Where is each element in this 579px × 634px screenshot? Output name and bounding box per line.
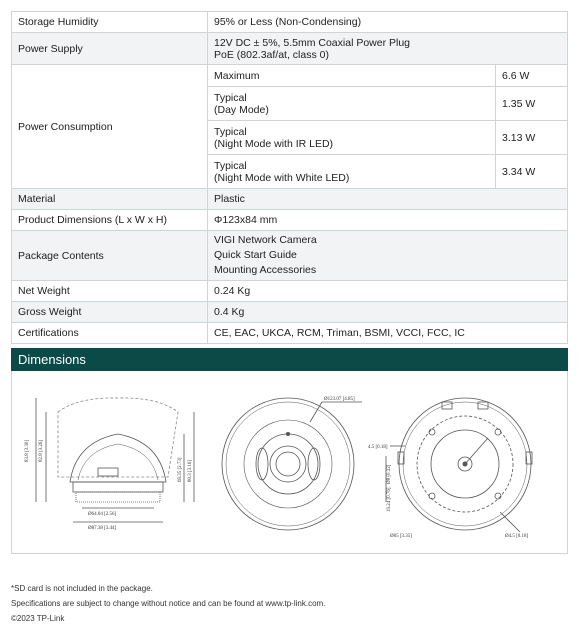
power-mode-day-line-2: (Day Mode)	[214, 103, 269, 116]
power-mode-ir-line-2: (Night Mode with IR LED)	[214, 137, 334, 150]
side-dim-w1: Ø64.04 [2.56]	[88, 512, 117, 517]
side-dim-h2: 82.8 [3.26]	[39, 439, 44, 462]
row-dimensions	[12, 210, 568, 231]
value-power-supply	[208, 33, 568, 65]
footnote-specs-change: Specifications are subject to change without notice and can be found at www.tp-link.com.	[11, 599, 326, 608]
power-mode-white-line-1: Typical	[214, 159, 247, 172]
footer-copyright: ©2023 TP-Link	[11, 614, 65, 623]
row-certifications	[12, 323, 568, 344]
bottom-view-drawing	[370, 372, 565, 547]
power-value-maximum: 6.6 W	[496, 65, 568, 87]
value-dimensions: Φ123x84 mm	[208, 210, 568, 231]
label-certifications: Certifications	[12, 323, 208, 344]
row-material	[12, 189, 568, 210]
dimensions-header: Dimensions	[11, 348, 568, 371]
label-power-supply: Power Supply	[12, 33, 208, 65]
power-value-white: 3.34 W	[496, 155, 568, 189]
front-dim-d1: Ø123.07 [4.85]	[324, 397, 355, 402]
label-storage-humidity: Storage Humidity	[12, 12, 208, 33]
power-mode-day-line-1: Typical	[214, 91, 247, 104]
front-sensor-dot	[286, 432, 290, 436]
label-gross-weight: Gross Weight	[12, 302, 208, 323]
power-value-ir: 3.13 W	[496, 121, 568, 155]
side-dim-h4: 80.3 [3.16]	[188, 459, 193, 482]
power-supply-line-1: 12V DC ± 5%, 5.5mm Coaxial Power Plug	[214, 36, 411, 49]
label-net-weight: Net Weight	[12, 281, 208, 302]
bottom-dim-d: Ø85 [3.35]	[390, 534, 412, 539]
specifications-table	[11, 11, 568, 344]
power-supply-line-2: PoE (802.3af/at, class 0)	[214, 48, 329, 61]
bottom-dim-a: 4.5 [0.18]	[368, 445, 388, 450]
value-storage-humidity: 95% or Less (Non-Condensing)	[208, 12, 568, 33]
value-package-contents	[208, 231, 568, 281]
front-view-drawing	[210, 372, 370, 547]
bottom-dim-c: 19.24 [0.76]	[387, 487, 392, 512]
package-item-camera: VIGI Network Camera	[214, 234, 317, 246]
label-dimensions: Product Dimensions (L x W x H)	[12, 210, 208, 231]
row-net-weight	[12, 281, 568, 302]
package-item-accessories: Mounting Accessories	[214, 264, 317, 276]
row-gross-weight	[12, 302, 568, 323]
row-package-contents	[12, 231, 568, 281]
value-net-weight: 0.24 Kg	[208, 281, 568, 302]
label-package-contents: Package Contents	[12, 231, 208, 281]
power-mode-maximum: Maximum	[208, 65, 496, 87]
footnote-sd-card: *SD card is not included in the package.	[11, 584, 153, 593]
value-material: Plastic	[208, 189, 568, 210]
label-power-consumption: Power Consumption	[12, 65, 208, 189]
power-value-day: 1.35 W	[496, 87, 568, 121]
bottom-dim-e: Ø4.5 [0.18]	[505, 534, 529, 539]
power-mode-white-line-2: (Night Mode with White LED)	[214, 171, 350, 184]
power-mode-day	[208, 87, 496, 121]
power-mode-ir-line-1: Typical	[214, 125, 247, 138]
side-view-drawing	[18, 372, 198, 547]
value-gross-weight: 0.4 Kg	[208, 302, 568, 323]
bottom-center-screw	[463, 462, 468, 467]
bottom-dim-b: Ø8 [0.32]	[387, 464, 392, 484]
label-material: Material	[12, 189, 208, 210]
power-mode-white	[208, 155, 496, 189]
side-dim-h3: 69.35 [2.73]	[178, 457, 183, 482]
package-item-guide: Quick Start Guide	[214, 249, 297, 261]
row-power-consumption-max	[12, 65, 568, 87]
row-storage-humidity	[12, 12, 568, 33]
side-dim-h1: 83.8 [3.30]	[25, 439, 30, 462]
side-dim-w2: Ø87.38 [3.44]	[88, 526, 117, 531]
value-certifications: CE, EAC, UKCA, RCM, Triman, BSMI, VCCI, FCC, IC	[208, 323, 568, 344]
power-mode-ir	[208, 121, 496, 155]
row-power-supply	[12, 33, 568, 65]
